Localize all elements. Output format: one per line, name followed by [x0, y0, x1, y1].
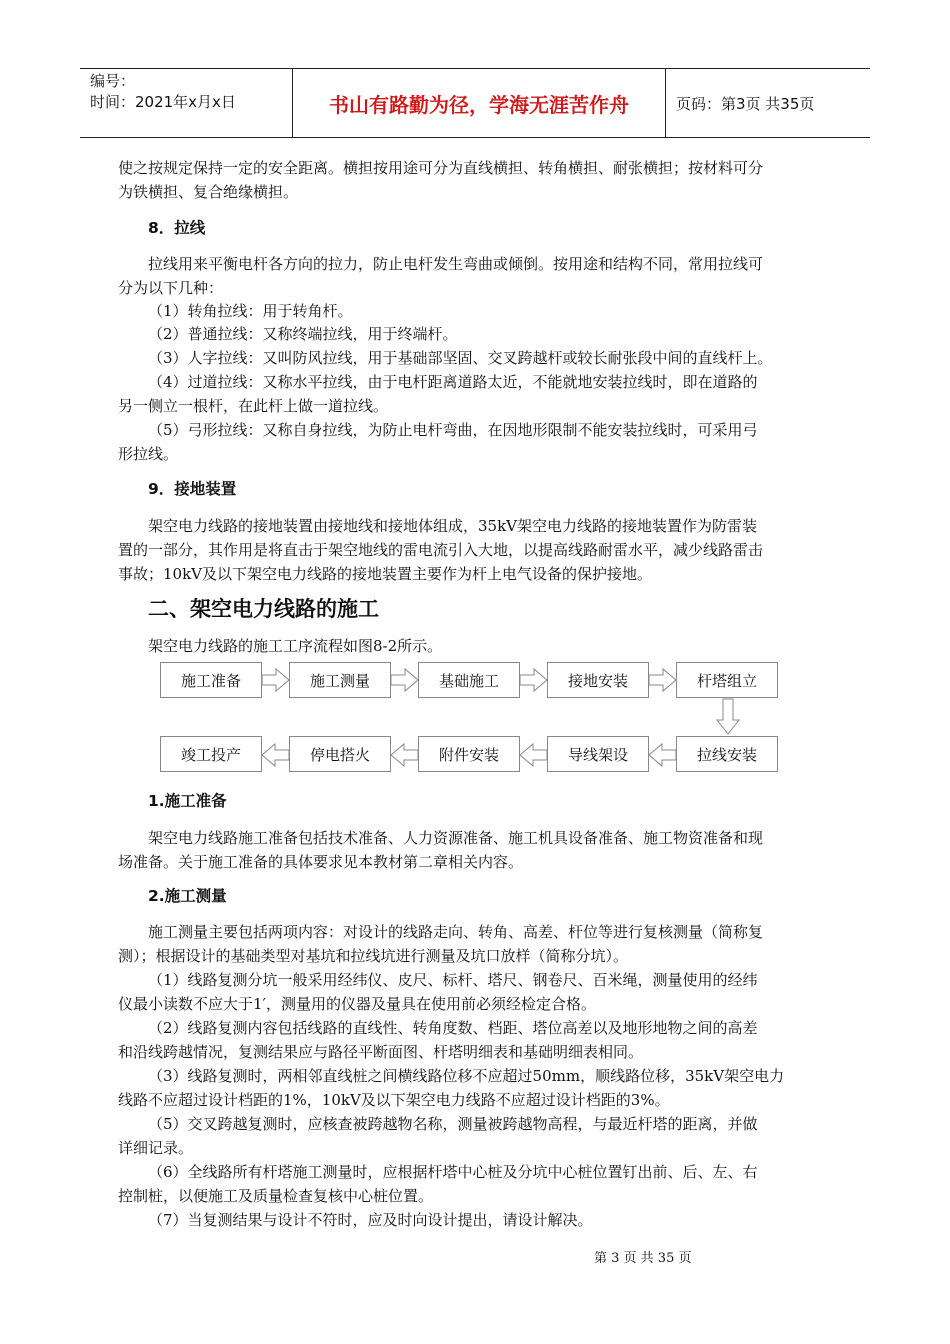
list-item: （7）当复测结果与设计不符时，应及时向设计提出，请设计解决。 — [148, 1211, 593, 1229]
list-item: （6）全线路所有杆塔施工测量时，应根据杆塔中心桩及分坑中心桩位置钉出前、后、左、右 — [148, 1163, 758, 1181]
text-line: 场准备。关于施工准备的具体要求见本教材第二章相关内容。 — [118, 853, 524, 871]
flow-step: 接地安装 — [547, 662, 649, 698]
chapter-heading: 二、架空电力线路的施工 — [148, 597, 379, 621]
flow-step: 基础施工 — [418, 662, 520, 698]
text-line: 架空电力线路施工准备包括技术准备、人力资源准备、施工机具设备准备、施工物资准备和现 — [148, 829, 764, 847]
page-footer: 第 3 页 共 35 页 — [594, 1251, 692, 1266]
flow-step: 附件安装 — [418, 736, 520, 772]
number-label: 编号： — [90, 72, 136, 90]
flow-step: 停电搭火 — [289, 736, 391, 772]
text-line: 架空电力线路的接地装置由接地线和接地体组成，35kV架空电力线路的接地装置作为防雷装 — [148, 517, 758, 535]
list-item: 形拉线。 — [118, 445, 179, 463]
text-line: 架空电力线路的施工工序流程如图8-2所示。 — [148, 637, 443, 655]
text-line: 使之按规定保持一定的安全距离。横担按用途可分为直线横担、转角横担、耐张横担；按材料可分 — [118, 159, 764, 177]
flow-step: 施工准备 — [160, 662, 262, 698]
list-item: 和沿线跨越情况，复测结果应与路径平断面图、杆塔明细表和基础明细表相同。 — [118, 1043, 644, 1061]
subsection-heading: 2.施工测量 — [148, 887, 227, 905]
flow-step: 竣工投产 — [160, 736, 262, 772]
list-item: 控制桩，以便施工及质量检查复核中心桩位置。 — [118, 1187, 434, 1205]
list-item: （5）弓形拉线：又称自身拉线，为防止电杆弯曲，在因地形限制不能安装拉线时，可采用弓 — [148, 421, 758, 439]
flow-step: 施工测量 — [289, 662, 391, 698]
left-arrow-icon — [391, 744, 418, 766]
text-line: 测）；根据设计的基础类型对基坑和拉线坑进行测量及坑口放样（简称分坑）。 — [118, 947, 629, 965]
right-arrow-icon — [649, 669, 676, 691]
text-line: 为铁横担、复合绝缘横担。 — [118, 183, 299, 201]
right-arrow-icon — [262, 669, 289, 691]
right-arrow-icon — [520, 669, 547, 691]
list-item: （5）交叉跨越复测时，应核查被跨越物名称，测量被跨越物高程，与最近杆塔的距离，并做 — [148, 1115, 758, 1133]
flow-step: 拉线安装 — [676, 736, 778, 772]
list-item: （4）过道拉线：又称水平拉线，由于电杆距离道路太近，不能就地安装拉线时，即在道路的 — [148, 373, 758, 391]
section-heading: 9．接地装置 — [148, 480, 237, 498]
list-item: （2）线路复测内容包括线路的直线性、转角度数、档距、塔位高差以及地形地物之间的高差 — [148, 1019, 758, 1037]
down-arrow-icon — [717, 699, 739, 734]
text-line: 施工测量主要包括两项内容：对设计的线路走向、转角、高差、杆位等进行复核测量（简称复 — [148, 923, 764, 941]
text-line: 事故；10kV及以下架空电力线路的接地装置主要作为杆上电气设备的保护接地。 — [118, 565, 653, 583]
list-item: （1）线路复测分坑一般采用经纬仪、皮尺、标杆、塔尺、钢卷尺、百米绳，测量使用的经纬 — [148, 971, 758, 989]
subsection-heading: 1.施工准备 — [148, 792, 227, 810]
list-item: （3）线路复测时，两相邻直线桩之间横线路位移不应超过50mm，顺线路位移，35kV架空电力 — [148, 1067, 785, 1085]
list-item: 另一侧立一根杆，在此杆上做一道拉线。 — [118, 397, 389, 415]
text-line: 拉线用来平衡电杆各方向的拉力，防止电杆发生弯曲或倾倒。按用途和结构不同，常用拉线可 — [148, 255, 764, 273]
left-arrow-icon — [262, 744, 289, 766]
right-arrow-icon — [391, 669, 418, 691]
text-line: 分为以下几种： — [118, 279, 224, 297]
page-label: 页码：第3页 共35页 — [676, 94, 815, 113]
list-item: （1）转角拉线：用于转角杆。 — [148, 302, 353, 320]
list-item: （3）人字拉线：又叫防风拉线，用于基础部坚固、交叉跨越杆或较长耐张段中间的直线杆上。 — [148, 349, 773, 367]
list-item: 仪最小读数不应大于1′，测量用的仪器及量具在使用前必须经检定合格。 — [118, 995, 596, 1013]
list-item: 详细记录。 — [118, 1139, 194, 1157]
motto: 书山有路勤为径，学海无涯苦作舟 — [292, 69, 666, 137]
flow-step: 杆塔组立 — [676, 662, 778, 698]
list-item: （2）普通拉线：又称终端拉线，用于终端杆。 — [148, 325, 458, 343]
date-label: 时间：2021年x月x日 — [90, 93, 236, 111]
left-arrow-icon — [520, 744, 547, 766]
left-arrow-icon — [649, 744, 676, 766]
flow-step: 导线架设 — [547, 736, 649, 772]
list-item: 线路不应超过设计档距的1%，10kV及以下架空电力线路不应超过设计档距的3%。 — [118, 1091, 670, 1109]
section-heading: 8．拉线 — [148, 219, 206, 237]
text-line: 置的一部分，其作用是将直击于架空地线的雷电流引入大地，以提高线路耐雷水平，减少线路雷击 — [118, 541, 764, 559]
